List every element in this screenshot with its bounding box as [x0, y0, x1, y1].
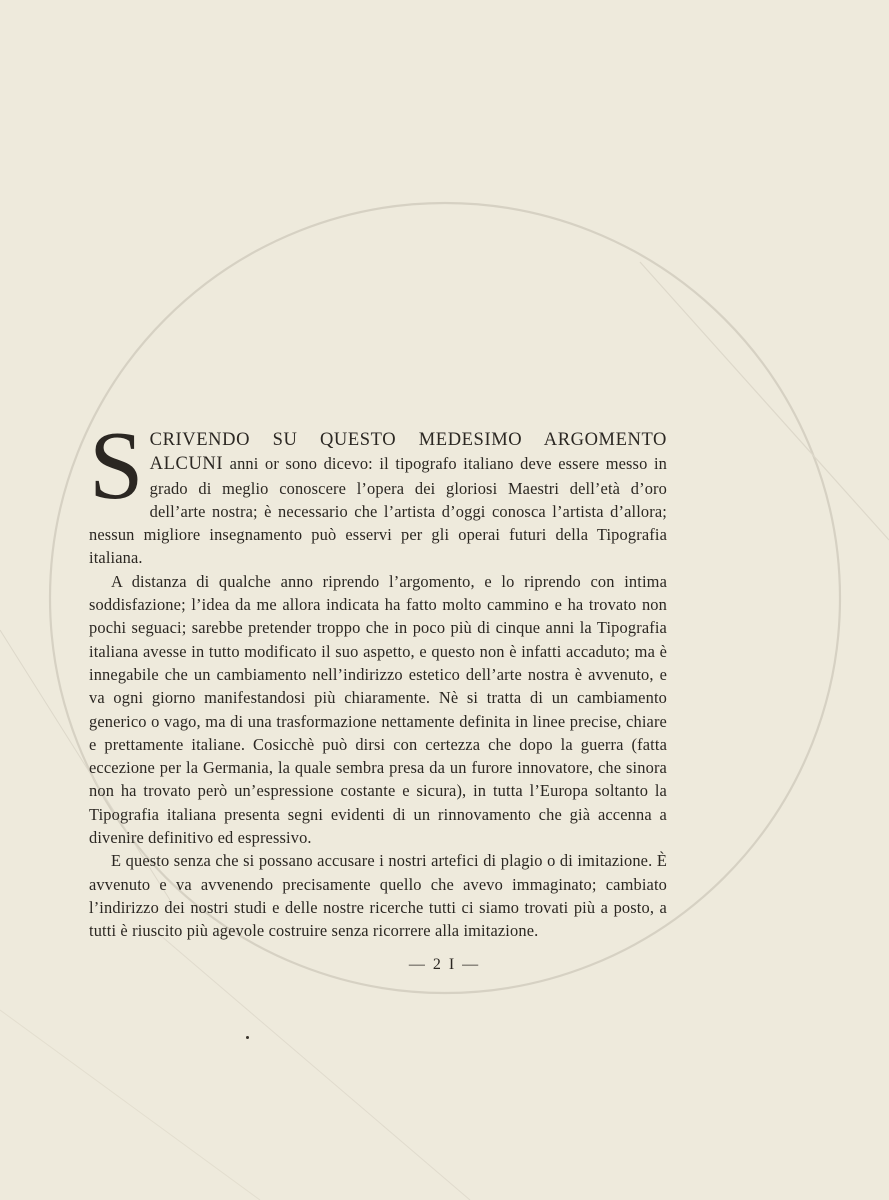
paragraph-1	[89, 412, 667, 570]
drop-cap: S	[89, 412, 144, 520]
paragraph-3: E questo senza che si possano accusare i nostri artefici di plagio o di imitazione. È avvenuto e va avvenendo precisamente quello che avevo immaginato; cambiato l’indirizzo dei nostri studi e delle nostre ricerche tutti ci siamo trovati più a posto, a tutti è riuscito più agevole costruire senza ricorrere alla imitazione.	[89, 851, 667, 941]
page-number: — 2 I —	[408, 956, 481, 973]
article-body	[89, 412, 667, 943]
paper-speck	[246, 1036, 249, 1039]
opening-small-caps: CRIVENDO SU QUESTO MEDESIMO ARGOMENTO ALCUNI	[149, 430, 667, 475]
paragraph-1-text: anni or sono dicevo: il tipografo italiano deve essere messo in grado di meglio conoscere l’opera dei gloriosi Maestri dell’età d’oro dell’arte nostra; è necessario che l’artista d’oggi conosca l’artista d’allora; nessun migliore insegnamento può esservi per gli operai futuri della Tipografia italiana.	[89, 454, 667, 568]
paragraph-2: A distanza di qualche anno riprendo l’argomento, e lo riprendo con intima soddisfazione; l’idea da me allora indicata ha fatto molto cammino e ha trovato non pochi seguaci; sarebbe pretender troppo che in poco più di cinque anni la Tipografia italiana avesse in tutto modificato il suo aspetto, e questo non è infatti accaduto; ma è innegabile che un cambiamento nell’indirizzo estetico dell’arte nostra è avvenuto, e va ogni giorno manifestandosi più chiaramente. Nè si tratta di un cambiamento generico o vago, ma di una trasformazione nettamente definita in linee precise, chiare e prettamente italiane. Cosicchè può dirsi con certezza che dopo la guerra (fatta eccezione per la Germania, la quale sembra presa da un furore innovatore, che sinora non ha trovato però un’espressione costante e sicura), in tutta l’Europa soltanto la Tipografia italiana presenta segni evidenti di un rinnovamento che già accenna a divenire definitivo ed espressivo.	[89, 571, 667, 848]
